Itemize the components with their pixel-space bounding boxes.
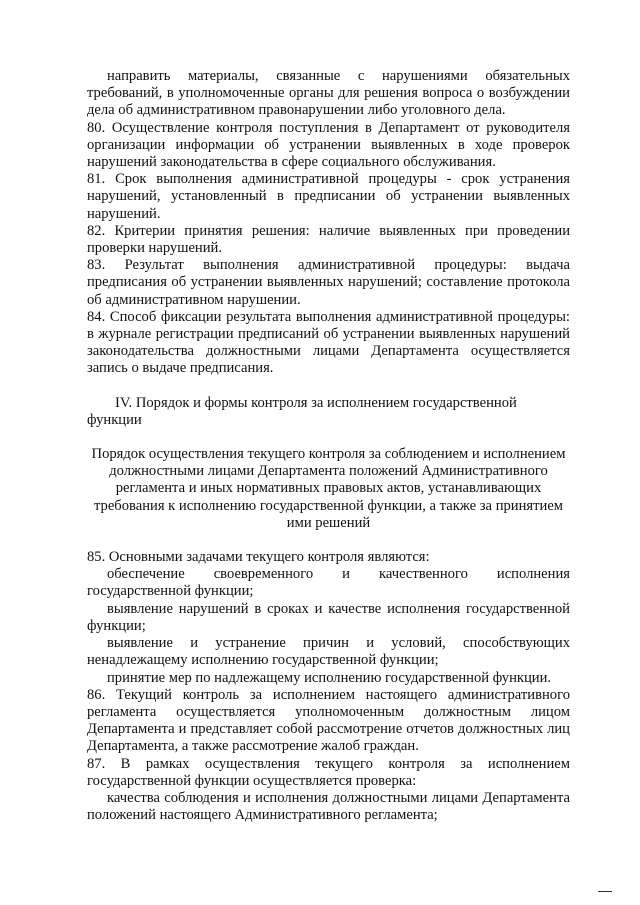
item-85-bullet: выявление нарушений в сроках и качестве исполнения государственной функции; [87,600,570,634]
spacer [87,429,570,446]
item-87-bullet: качества соблюдения и исполнения должностными лицами Департамента положений настоящего Административного регламента; [87,789,570,824]
item-86: 86. Текущий контроль за исполнением настоящего административного регламента осуществляется уполномоченным должностным лицом Департамента и представляет собой рассмотрение отчетов должностных лиц Департамента, а также рассмотрение жалоб граждан. [87,686,570,755]
spacer [87,532,570,549]
document-page [87,68,570,824]
subsection-heading: Порядок осуществления текущего контроля за соблюдением и исполнением должностными лицами Департамента положений Административного регламента и иных нормативных правовых актов, устанавливающих требования к исполнению государственной функции, а также за принятием ими решений [91,446,566,531]
section-iv-title: IV. Порядок и формы контроля за исполнением государственной функции [87,394,517,428]
item-83: 83. Результат выполнения административной процедуры: выдача предписания об устранении выявленных нарушений; составление протокола об административном нарушении. [87,257,570,308]
spacer [87,378,570,395]
item-80: 80. Осуществление контроля поступления в Департамент от руководителя организации информации об устранении выявленных в ходе проверок нарушений законодательства в сфере социального обслуживания. [87,119,570,171]
item-84: 84. Способ фиксации результата выполнения административной процедуры: в журнале регистрации предписаний об устранении выявленных нарушений законодательства должностными лицами Департамента осуществляется запись о выдаче предписания. [87,308,570,377]
item-85-bullet: принятие мер по надлежащему исполнению государственной функции. [107,669,552,686]
item-85: 85. Основными задачами текущего контроля являются: [87,549,430,566]
item-81: 81. Срок выполнения административной процедуры - срок устранения нарушений, установленный в предписании об устранении выявленных нарушений. [87,171,570,222]
opening-paragraph: направить материалы, связанные с нарушениями обязательных требований, в уполномоченные органы для решения вопроса о возбуждении дела об административном правонарушении либо уголовного дела. [87,68,570,119]
item-85-bullet: обеспечение своевременного и качественного исполнения государственной функции; [87,566,570,600]
item-82: 82. Критерии принятия решения: наличие выявленных при проведении проверки нарушений. [87,222,570,257]
item-87: 87. В рамках осуществления текущего контроля за исполнением государственной функции осуществляется проверка: [87,755,570,789]
page-corner-mark [598,891,612,892]
item-85-bullet: выявление и устранение причин и условий, способствующих ненадлежащему исполнению государственной функции; [87,635,570,669]
